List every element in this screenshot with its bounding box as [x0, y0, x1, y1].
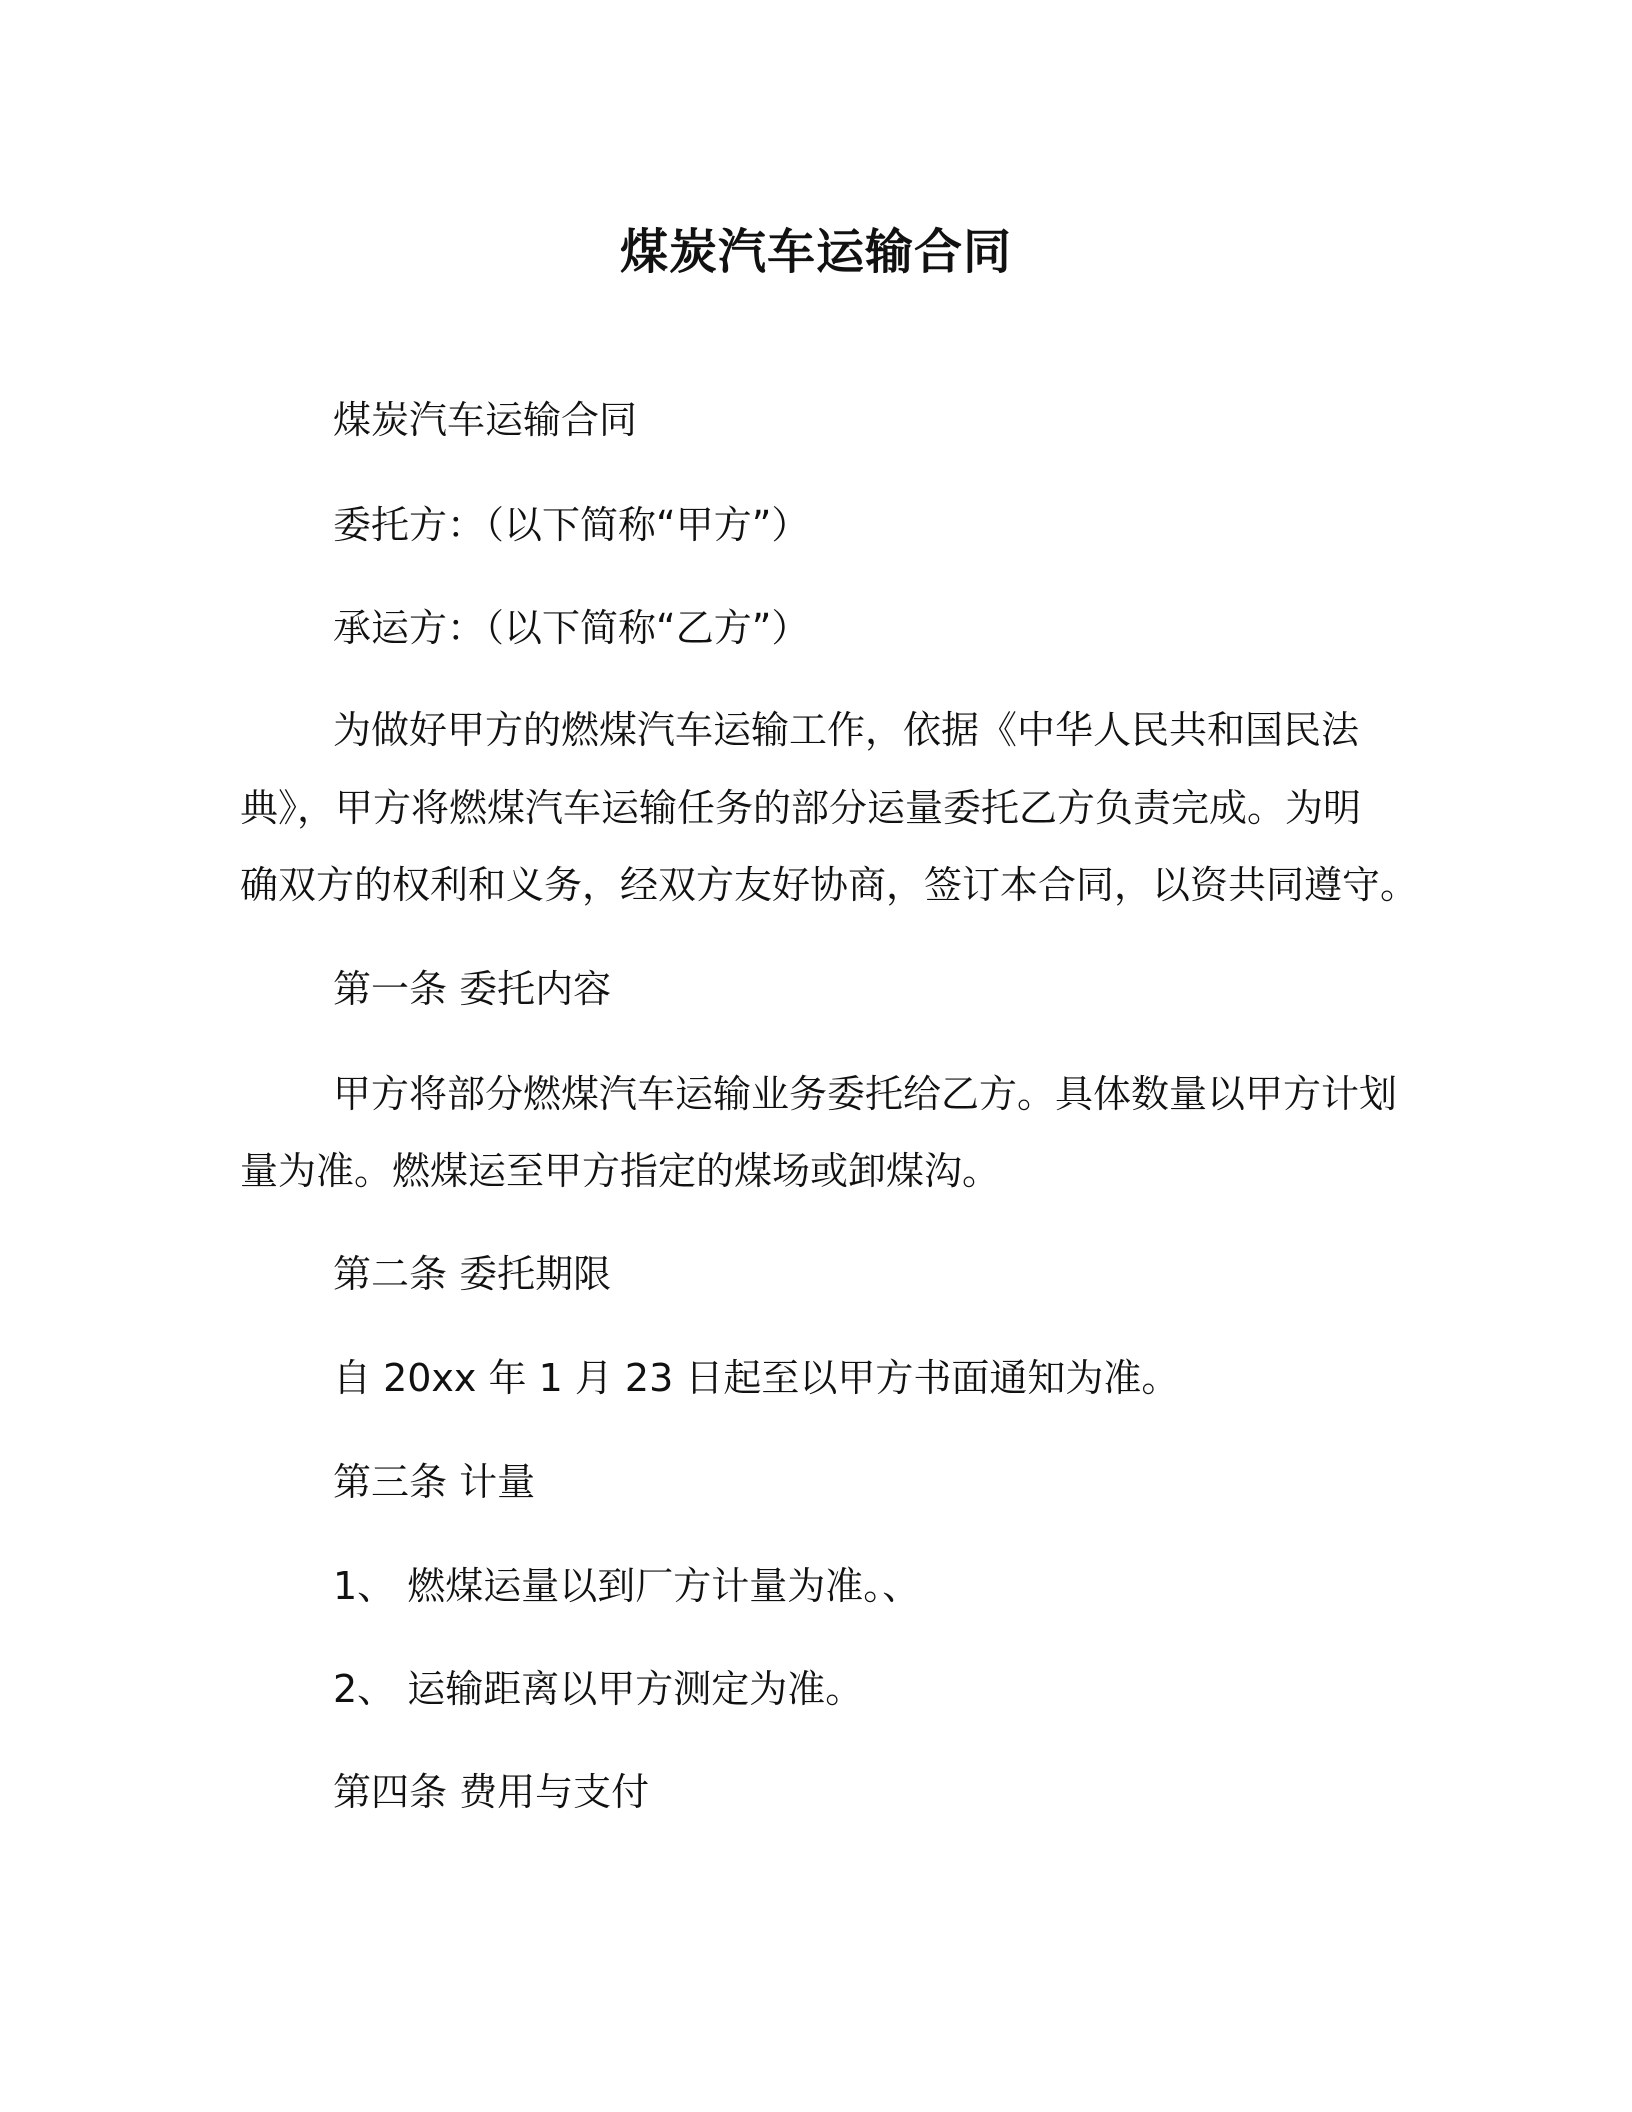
party-a-line: 委托方：（以下简称“甲方”） — [333, 503, 810, 547]
article3-item-1: 1、 燃煤运量以到厂方计量为准。、 — [333, 1564, 921, 1608]
party-b-line: 承运方：（以下简称“乙方”） — [333, 606, 810, 650]
article1-line-2: 量为准。燃煤运至甲方指定的煤场或卸煤沟。 — [240, 1149, 1001, 1193]
intro-line-3: 确双方的权利和义务，经双方友好协商，签订本合同，以资共同遵守。 — [240, 863, 1419, 907]
article2-heading: 第二条 委托期限 — [333, 1252, 612, 1296]
article2-text: 自 20xx 年 1 月 23 日起至以甲方书面通知为准。 — [333, 1356, 1180, 1400]
article3-heading: 第三条 计量 — [333, 1460, 536, 1504]
document-subtitle: 煤炭汽车运输合同 — [333, 398, 638, 442]
document-title: 煤炭汽车运输合同 — [619, 224, 1012, 280]
article1-line-1: 甲方将部分燃煤汽车运输业务委托给乙方。具体数量以甲方计划 — [333, 1072, 1398, 1116]
intro-line-2: 典》，甲方将燃煤汽车运输任务的部分运量委托乙方负责完成。为明 — [240, 786, 1362, 830]
article1-heading: 第一条 委托内容 — [333, 967, 612, 1011]
article4-heading: 第四条 费用与支付 — [333, 1770, 650, 1814]
article3-item-2: 2、 运输距离以甲方测定为准。 — [333, 1667, 864, 1711]
intro-line-1: 为做好甲方的燃煤汽车运输工作，依据《中华人民共和国民法 — [333, 708, 1360, 752]
